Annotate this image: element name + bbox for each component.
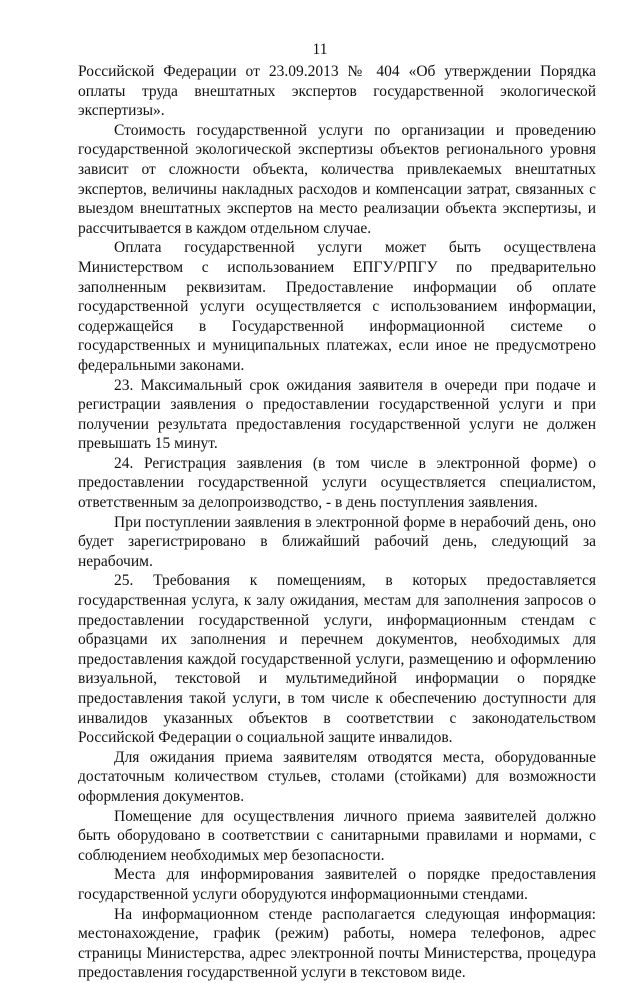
paragraph-waiting-places: Для ожидания приема заявителям отводятся места, оборудованные достаточным количеством стульев, столами (стойками) для возможности оформления документов.	[78, 748, 596, 805]
paragraph-item-23: 23. Максимальный срок ожидания заявителя в очереди при подаче и регистрации заявления о предоставлении государственной услуги и при получении результата предоставления государственной услуги не должен превышать 15 минут.	[78, 376, 596, 453]
paragraph-payment: Оплата государственной услуги может быть осуществлена Министерством с использованием ЕПГУ/РПГУ по предварительно заполненным реквизитам. Предоставление информации об оплате государственной услуги осуществляется с использованием информации, содержащейся в Государственной информационной системе о государственных и муниципальных платежах, если иное не предусмотрено федеральными законами.	[78, 239, 596, 374]
paragraph-service-cost: Стоимость государственной услуги по организации и проведению государственной экологической экспертизы объектов регионального уровня зависит от сложности объекта, количества привлекаемых внештатных экспертов, величины накладных расходов и компенсации затрат, связанных с выездом внештатных экспертов на место реализации объекта экспертизы, и рассчитывается в каждом отдельном случае.	[78, 121, 596, 237]
paragraph-continuation: Российской Федерации от 23.09.2013 № 404 «Об утверждении Порядка оплаты труда внештатных экспертов государственной экологической экспертизы».	[78, 63, 596, 120]
paragraph-item-24: 24. Регистрация заявления (в том числе в электронной форме) о предоставлении государственной услуги осуществляется специалистом, ответственным за делопроизводство, - в день поступления заявления.	[78, 454, 596, 512]
paragraph-item-25: 25. Требования к помещениям, в которых предоставляется государственная услуга, к залу ожидания, местам для заполнения запросов о предоставлении государственной услуги, информационным стендам с образцами их заполнения и перечнем документов, необходимых для предоставления каждой государственной услуги, размещению и оформлению визуальной, текстовой и мультимедийной информации о порядке предоставления такой услуги, в том числе к обеспечению доступности для инвалидов указанных объектов в соответствии с законодательством Российской Федерации о социальной защите инвалидов.	[78, 572, 596, 747]
paragraph-non-working-day: При поступлении заявления в электронной форме в нерабочий день, оно будет зарегистрировано в ближайший рабочий день, следующий за нерабочим.	[78, 513, 596, 570]
page-number: 11	[312, 41, 328, 58]
paragraph-info-stand: На информационном стенде располагается следующая информация: местонахождение, график (режим) работы, номера телефонов, адрес страницы Министерства, адрес электронной почты Министерства, процедура предоставления государственной услуги в текстовом виде.	[78, 905, 596, 982]
paragraph-info-places: Места для информирования заявителей о порядке предоставления государственной услуги оборудуются информационными стендами.	[78, 866, 596, 903]
paragraph-reception-room: Помещение для осуществления личного приема заявителей должно быть оборудовано в соответствии с санитарными правилами и нормами, с соблюдением необходимых мер безопасности.	[78, 807, 596, 864]
document-body	[78, 62, 596, 983]
